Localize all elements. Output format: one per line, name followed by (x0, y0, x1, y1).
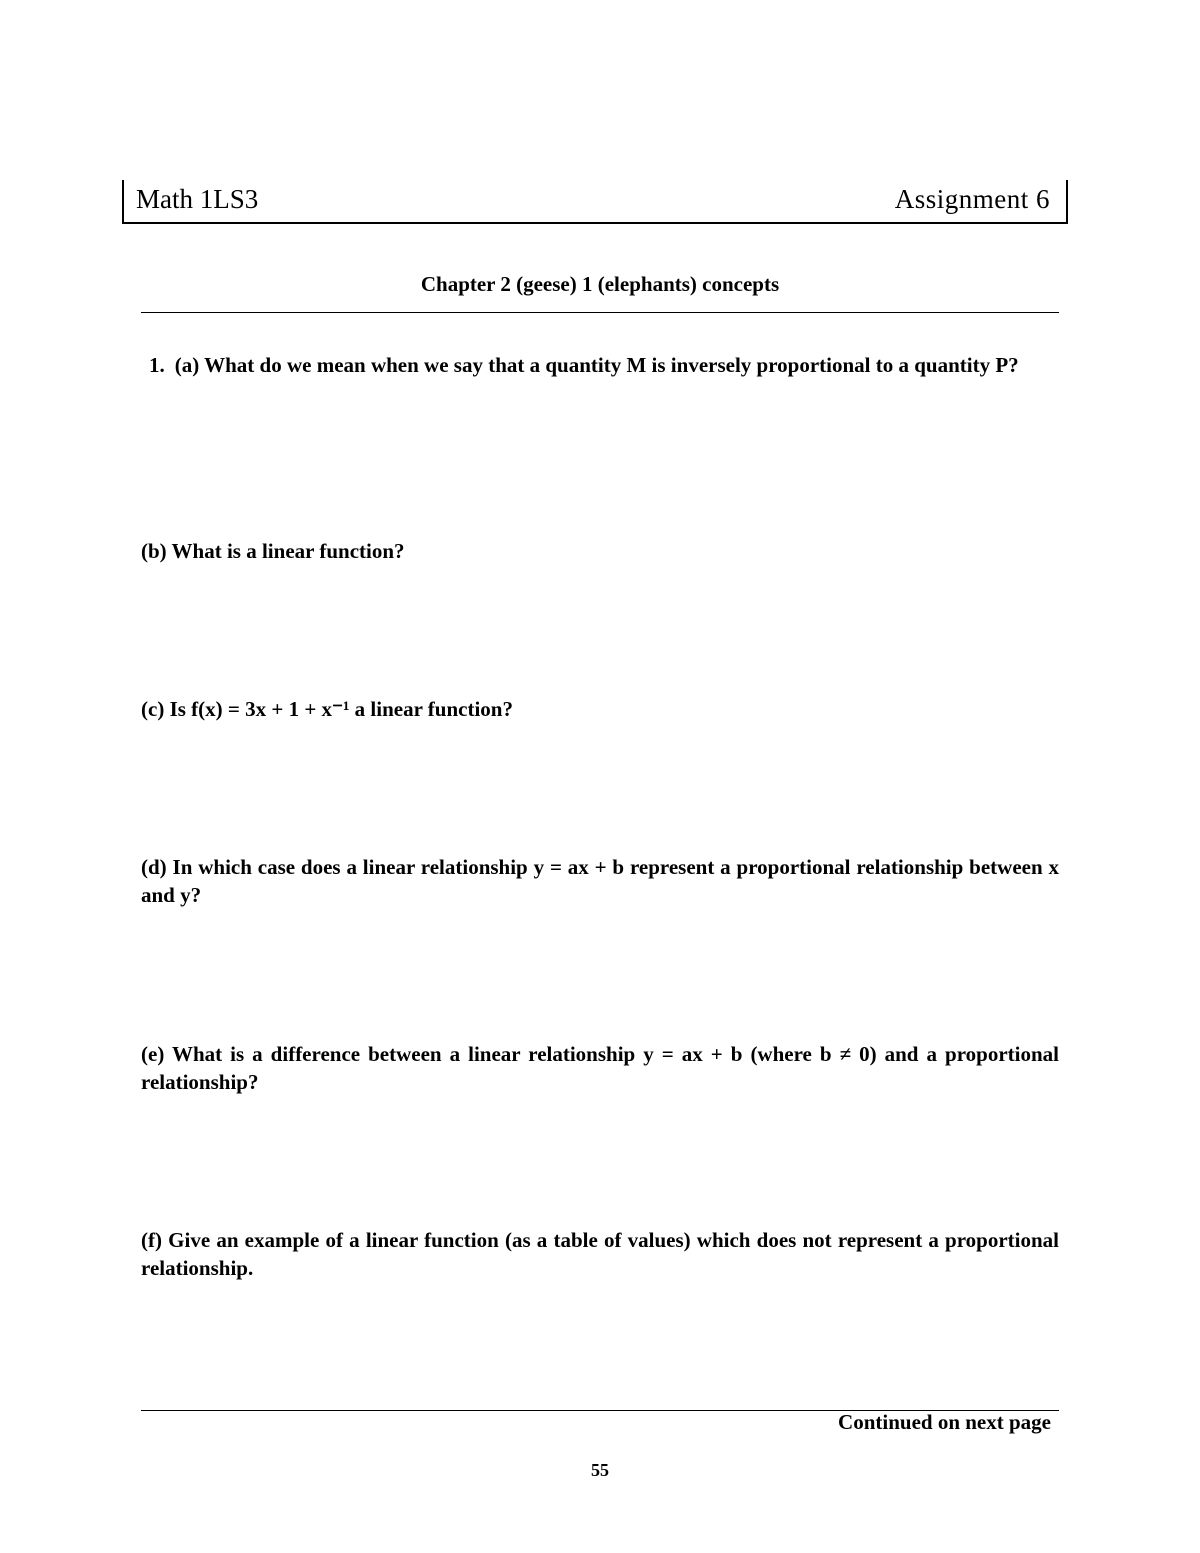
question-number: 1. (149, 353, 165, 377)
question-part-d (141, 853, 1059, 909)
part-text: What is a difference between a linear relationship y = ax + b (where b ≠ 0) and a proportional relationship? (141, 1042, 1059, 1094)
part-text: In which case does a linear relationship y = ax + b represent a proportional relationship between x and y? (141, 855, 1059, 907)
assignment-title: Assignment 6 (894, 184, 1050, 214)
part-label: (e) (141, 1042, 165, 1066)
part-text: What is a linear function? (171, 539, 405, 563)
question-part-b (141, 537, 1059, 565)
title-divider (141, 312, 1059, 313)
part-text: What do we mean when we say that a quantity M is inversely proportional to a quantity P? (204, 353, 1019, 377)
page-header (122, 180, 1068, 224)
course-title: Math 1LS3 (136, 184, 259, 214)
part-label: (f) (141, 1228, 162, 1252)
part-label: (c) (141, 697, 165, 721)
chapter-title: Chapter 2 (geese) 1 (elephants) concepts (420, 272, 780, 296)
part-label: (b) (141, 539, 167, 563)
page-number: 55 (591, 1460, 609, 1480)
question-part-a (141, 351, 1059, 379)
question-part-c (141, 695, 1059, 723)
continued-note: Continued on next page (838, 1410, 1051, 1434)
question-part-f (141, 1226, 1059, 1282)
part-text: Give an example of a linear function (as a table of values) which does not represent a proportional relationship. (141, 1228, 1059, 1280)
part-text: Is f(x) = 3x + 1 + x⁻¹ a linear function? (169, 697, 513, 721)
part-label: (d) (141, 855, 167, 879)
question-part-e (141, 1040, 1059, 1096)
part-label: (a) (174, 353, 200, 377)
